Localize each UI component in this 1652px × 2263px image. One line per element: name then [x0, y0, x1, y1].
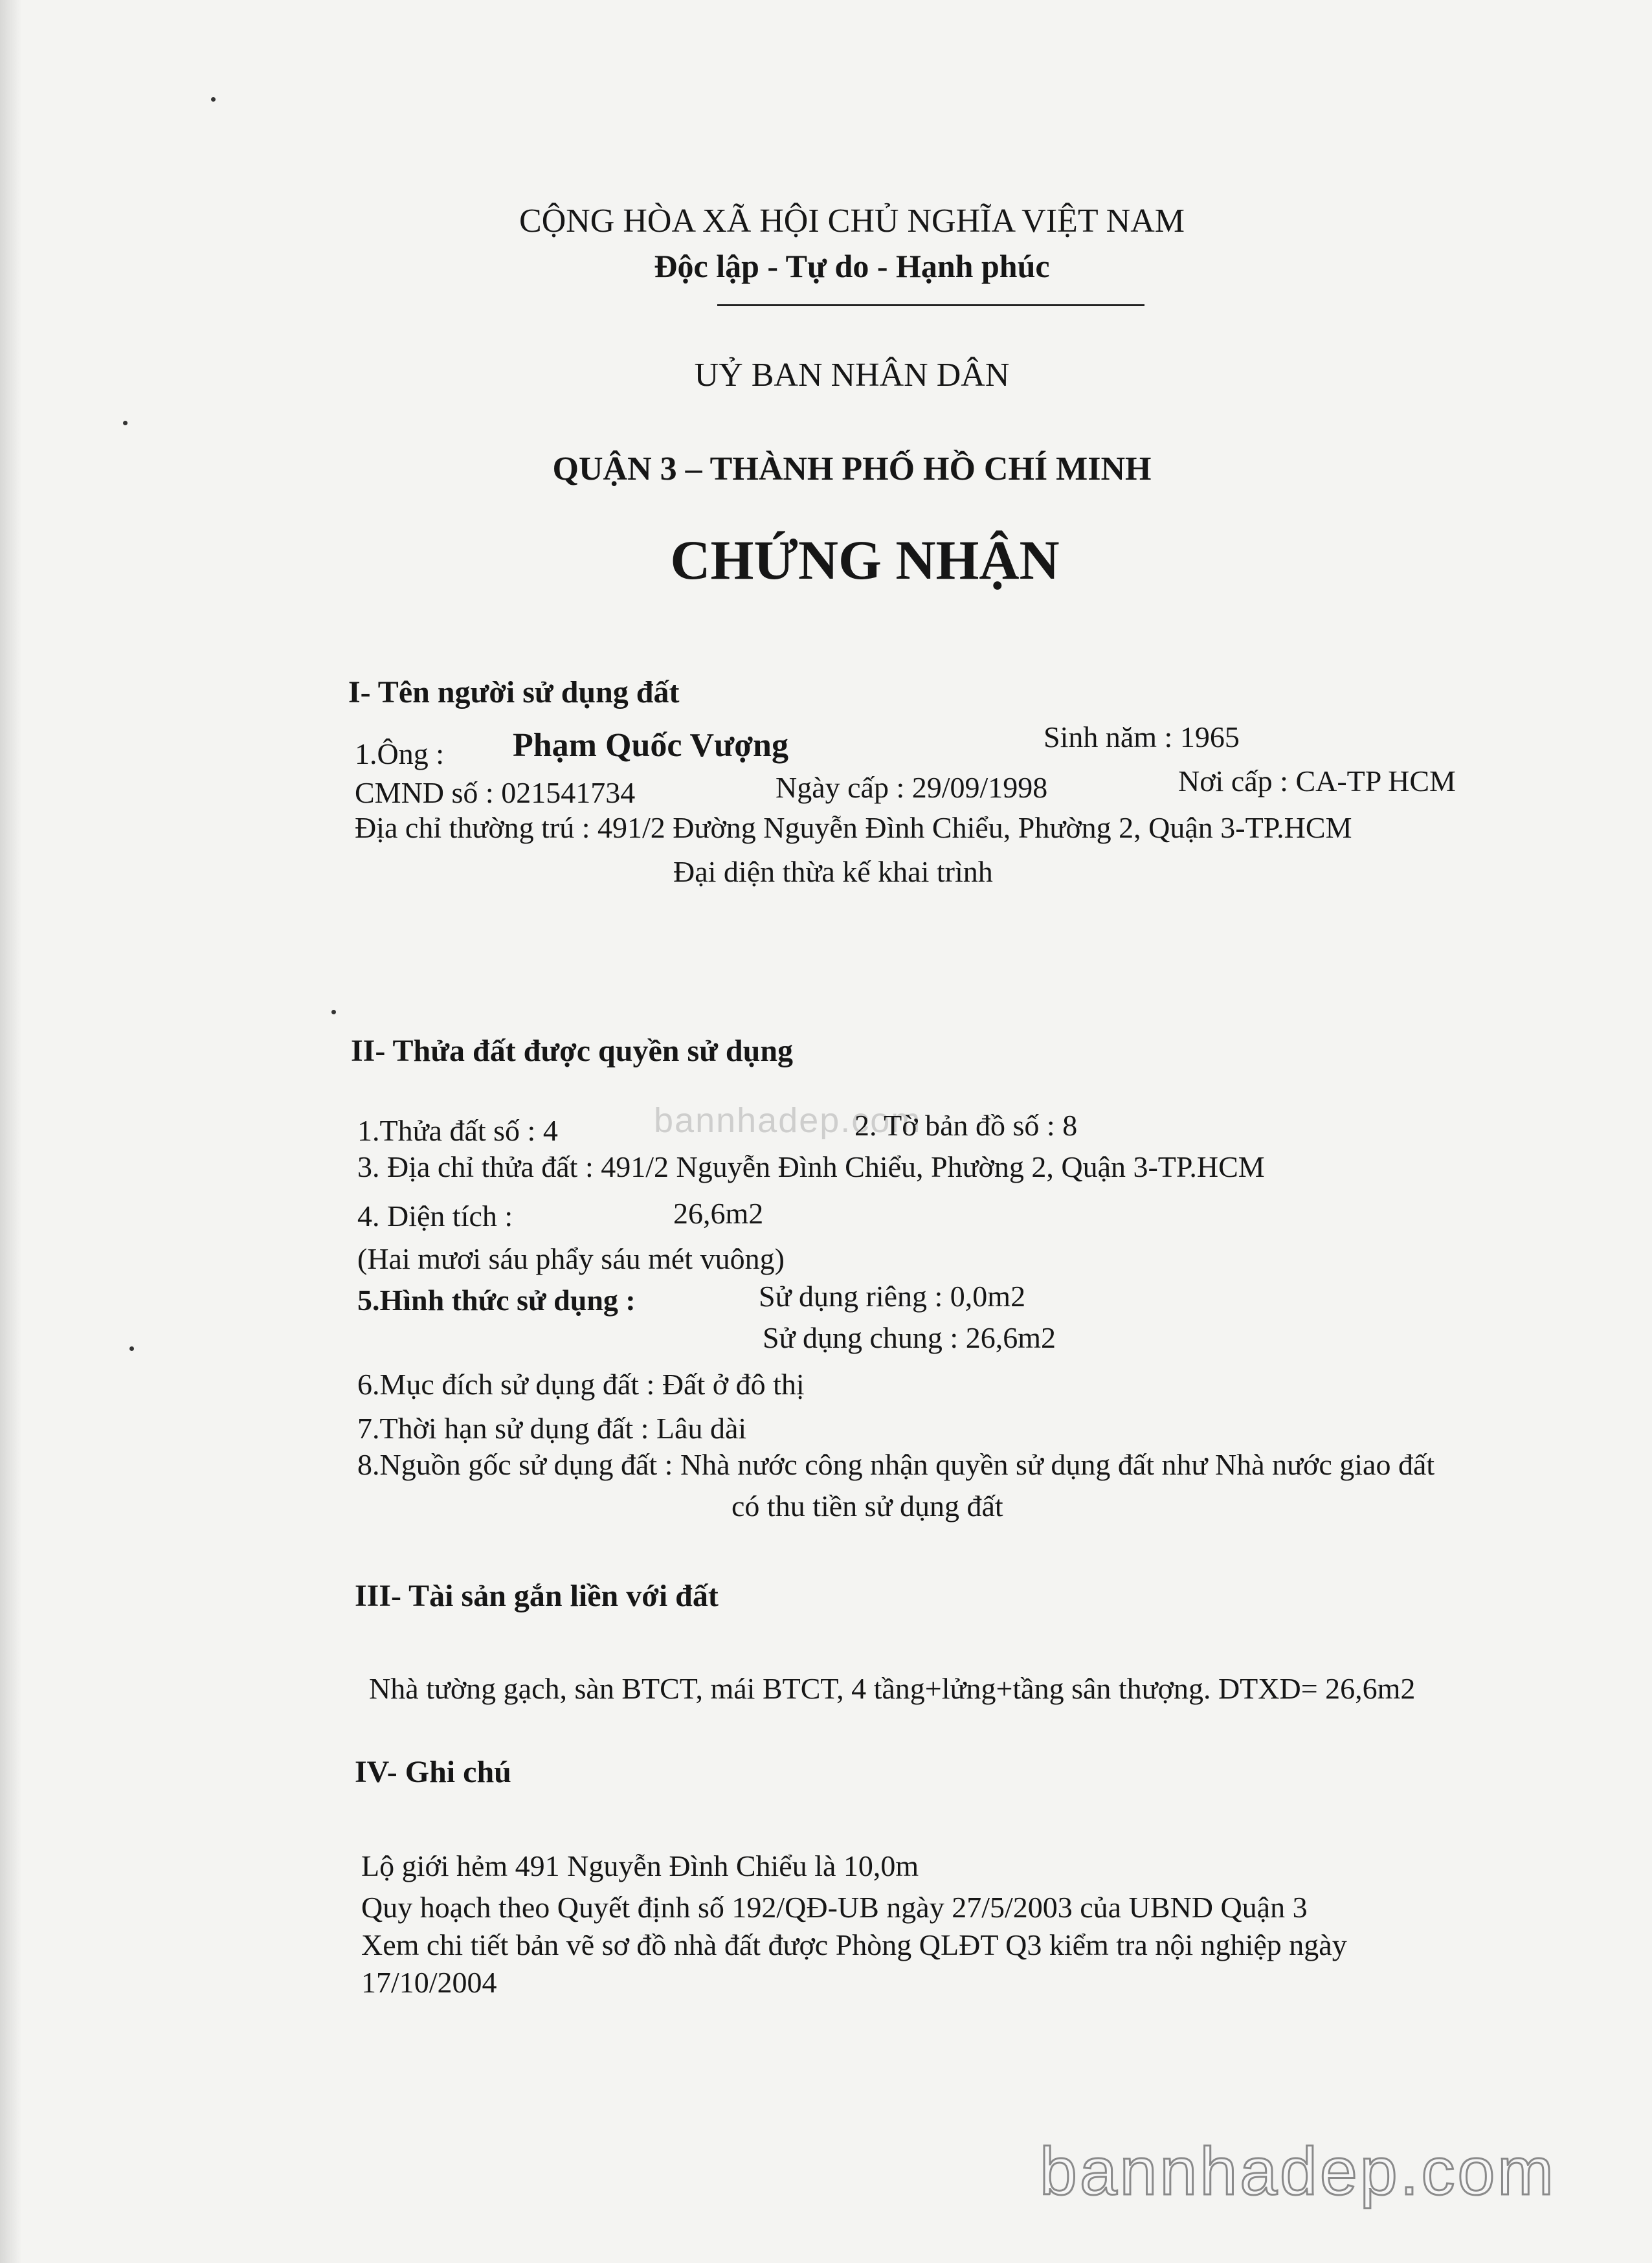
note-line-4: 17/10/2004	[361, 1966, 497, 1999]
plot-number: 1.Thửa đất số : 4	[357, 1114, 558, 1147]
footer-watermark: bannhadep.com	[1040, 2134, 1556, 2209]
section-2-heading: II- Thửa đất được quyền sử dụng	[351, 1034, 794, 1068]
scan-edge-shadow	[0, 0, 22, 2263]
motto-underline	[717, 304, 1144, 306]
owner-name: Phạm Quốc Vượng	[513, 727, 788, 764]
national-motto: Độc lập - Tự do - Hạnh phúc	[654, 248, 1050, 284]
area-label: 4. Diện tích :	[357, 1199, 513, 1232]
plot-address: 3. Địa chỉ thửa đất : 491/2 Nguyễn Đình Chiểu, Phường 2, Quận 3-TP.HCM	[357, 1150, 1265, 1183]
section-4-heading: IV- Ghi chú	[355, 1755, 511, 1789]
usage-form-label: 5.Hình thức sử dụng :	[357, 1284, 636, 1317]
national-title: CỘNG HÒA XÃ HỘI CHỦ NGHĨA VIỆT NAM	[519, 203, 1185, 240]
land-origin-line-2: có thu tiền sử dụng đất	[731, 1489, 1003, 1522]
attached-assets-text: Nhà tường gạch, sàn BTCT, mái BTCT, 4 tầng+lửng+tầng sân thượng. DTXD= 26,6m2	[369, 1672, 1416, 1705]
common-use-area: Sử dụng chung : 26,6m2	[763, 1321, 1056, 1354]
id-issue-place: Nơi cấp : CA-TP HCM	[1178, 764, 1456, 797]
scan-speck	[129, 1346, 134, 1351]
section-1-heading: I- Tên người sử dụng đất	[348, 675, 680, 709]
issuing-authority: UỶ BAN NHÂN DÂN	[694, 357, 1010, 394]
owner-label: 1.Ông :	[355, 737, 444, 770]
mid-watermark: bannhadep.com	[654, 1101, 922, 1140]
land-origin-line-1: 8.Nguồn gốc sử dụng đất : Nhà nước công nhận quyền sử dụng đất như Nhà nước giao đất	[357, 1448, 1435, 1481]
scan-speck	[331, 1010, 336, 1014]
area-value: 26,6m2	[673, 1197, 764, 1230]
document-title: CHỨNG NHẬN	[670, 529, 1060, 591]
issuing-district: QUẬN 3 – THÀNH PHỐ HỒ CHÍ MINH	[552, 451, 1152, 487]
land-use-duration: 7.Thời hạn sử dụng đất : Lâu dài	[357, 1412, 747, 1445]
private-use-area: Sử dụng riêng : 0,0m2	[759, 1280, 1026, 1313]
scan-speck	[123, 421, 128, 425]
owner-birth-year: Sinh năm : 1965	[1044, 720, 1240, 753]
note-line-2: Quy hoạch theo Quyết định số 192/QĐ-UB ngày 27/5/2003 của UBND Quận 3	[361, 1891, 1308, 1924]
note-line-1: Lộ giới hẻm 491 Nguyễn Đình Chiểu là 10,0m	[361, 1849, 919, 1882]
permanent-address: Địa chỉ thường trú : 491/2 Đường Nguyễn Đình Chiểu, Phường 2, Quận 3-TP.HCM	[355, 811, 1352, 844]
section-3-heading: III- Tài sản gắn liền với đất	[355, 1579, 719, 1613]
land-use-purpose: 6.Mục đích sử dụng đất : Đất ở đô thị	[357, 1368, 805, 1401]
scan-speck	[211, 97, 216, 102]
note-line-3: Xem chi tiết bản vẽ sơ đồ nhà đất được Phòng QLĐT Q3 kiểm tra nội nghiệp ngày	[361, 1928, 1347, 1961]
area-in-words: (Hai mươi sáu phẩy sáu mét vuông)	[357, 1242, 785, 1275]
id-card-number: CMND số : 021541734	[355, 776, 636, 809]
id-issue-date: Ngày cấp : 29/09/1998	[776, 771, 1048, 804]
map-sheet-number: 2. Tờ bản đồ số : 8	[854, 1109, 1078, 1142]
inheritance-representative: Đại diện thừa kế khai trình	[673, 855, 993, 888]
